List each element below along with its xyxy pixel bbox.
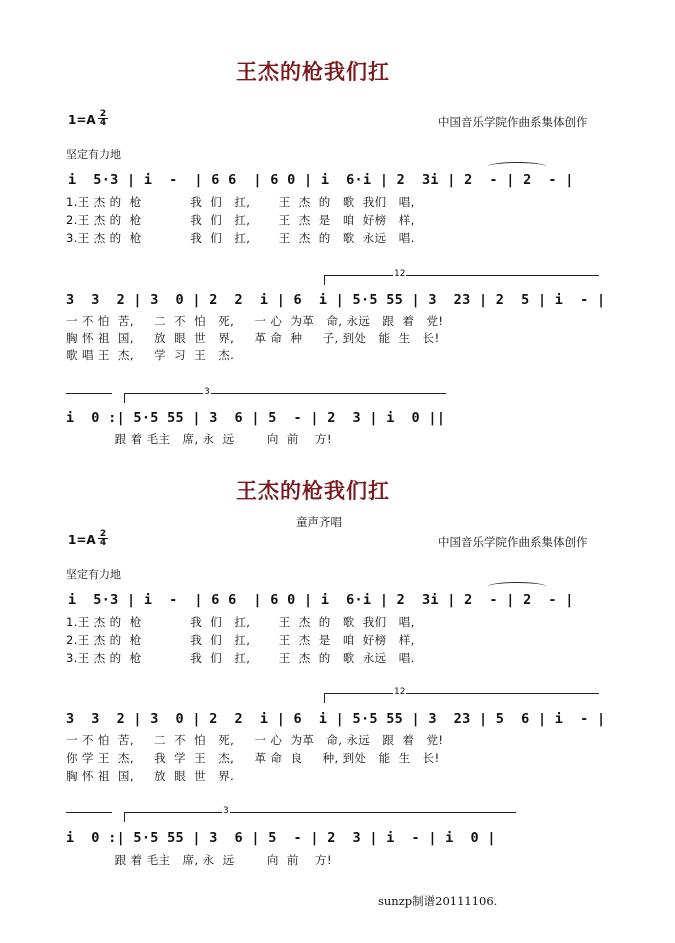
volta-bracket (66, 393, 112, 394)
volta-bracket-edge (124, 812, 125, 822)
notation-line-3: i 0 :| 5·5 55 | 3 6 | 5 - | 2 3 | i 0 || (66, 410, 446, 426)
lyric-verse-1: 一 不 怕 苦, 二 不 怕 死, 一 心 为革 命, 永远 跟 着 党! (66, 314, 444, 328)
key-signature: 1=A (68, 113, 96, 127)
time-sig-top: 2 (99, 109, 107, 119)
volta-number: 3 (223, 806, 229, 816)
volta-bracket (324, 693, 599, 694)
song-title: 王杰的枪我们扛 (236, 479, 390, 503)
tempo-marking: 坚定有力地 (66, 148, 121, 161)
composer-credit: 中国音乐学院作曲系集体创作 (438, 115, 588, 129)
tie-arc (488, 162, 546, 171)
lyric-verse-3: 3.王 杰 的 枪 我 们 扛, 王 杰 的 歌 永远 唱. (66, 651, 415, 665)
volta-number: 12 (394, 687, 406, 697)
time-sig-bottom: 4 (99, 538, 107, 548)
lyric-verse-2: 2.王 杰 的 枪 我 们 扛, 王 杰 是 咱 好榜 样, (66, 633, 415, 647)
lyric-verse-1: 1.王 杰 的 枪 我 们 扛, 王 杰 的 歌 我们 唱, (66, 195, 415, 209)
volta-bracket (124, 812, 516, 813)
volta-bracket-edge (324, 693, 325, 703)
lyric-line: 跟 着 毛主 席, 永 远 向 前 方! (66, 853, 332, 867)
lyric-verse-3: 胸 怀 祖 国, 放 眼 世 界. (66, 769, 235, 783)
tempo-marking: 坚定有力地 (66, 568, 121, 581)
time-signature (98, 530, 108, 547)
time-signature (98, 110, 108, 127)
lyric-verse-2: 你 学 王 杰, 我 学 王 杰, 革 命 良 种, 到处 能 生 长! (66, 751, 440, 765)
lyric-verse-2: 2.王 杰 的 枪 我 们 扛, 王 杰 是 咱 好榜 样, (66, 213, 415, 227)
volta-bracket-edge (324, 275, 325, 285)
volta-bracket-edge (124, 393, 125, 403)
composer-credit: 中国音乐学院作曲系集体创作 (438, 535, 588, 549)
lyric-verse-3: 歌 唱 王 杰, 学 习 王 杰. (66, 348, 235, 362)
lyric-verse-1: 1.王 杰 的 枪 我 们 扛, 王 杰 的 歌 我们 唱, (66, 615, 415, 629)
volta-bracket (66, 812, 112, 813)
key-signature: 1=A (68, 533, 96, 547)
notation-line-3: i 0 :| 5·5 55 | 3 6 | 5 - | 2 3 | i - | i 0 | (66, 830, 496, 846)
lyric-verse-3: 3.王 杰 的 枪 我 们 扛, 王 杰 的 歌 永远 唱. (66, 231, 415, 245)
time-sig-top: 2 (99, 529, 107, 539)
notation-line-2: 3 3 2 | 3 0 | 2 2 i | 6 i | 5·5 55 | 3 23 | 2 5 | i - | (66, 292, 606, 308)
notation-line-1: i 5·3 | i - | 6 6 | 6 0 | i 6·i | 2 3i | 2 - | 2 - | (68, 172, 574, 188)
volta-bracket (324, 275, 599, 276)
volta-number: 12 (394, 269, 406, 279)
lyric-verse-1: 一 不 怕 苦, 二 不 怕 死, 一 心 为革 命, 永远 跟 着 党! (66, 733, 444, 747)
transcriber-credit: sunzp制谱20111106. (378, 894, 498, 908)
volta-number: 3 (204, 387, 210, 397)
tie-arc (488, 582, 546, 591)
volta-bracket (124, 393, 446, 394)
song-title: 王杰的枪我们扛 (236, 60, 390, 84)
lyric-line: 跟 着 毛主 席, 永 远 向 前 方! (66, 432, 332, 446)
time-sig-bottom: 4 (99, 118, 107, 128)
notation-line-2: 3 3 2 | 3 0 | 2 2 i | 6 i | 5·5 55 | 3 23 | 5 6 | i - | (66, 711, 606, 727)
performance-subtitle: 童声齐唱 (296, 515, 342, 529)
notation-line-1: i 5·3 | i - | 6 6 | 6 0 | i 6·i | 2 3i | 2 - | 2 - | (68, 592, 574, 608)
lyric-verse-2: 胸 怀 祖 国, 放 眼 世 界, 革 命 种 子, 到处 能 生 长! (66, 331, 440, 345)
